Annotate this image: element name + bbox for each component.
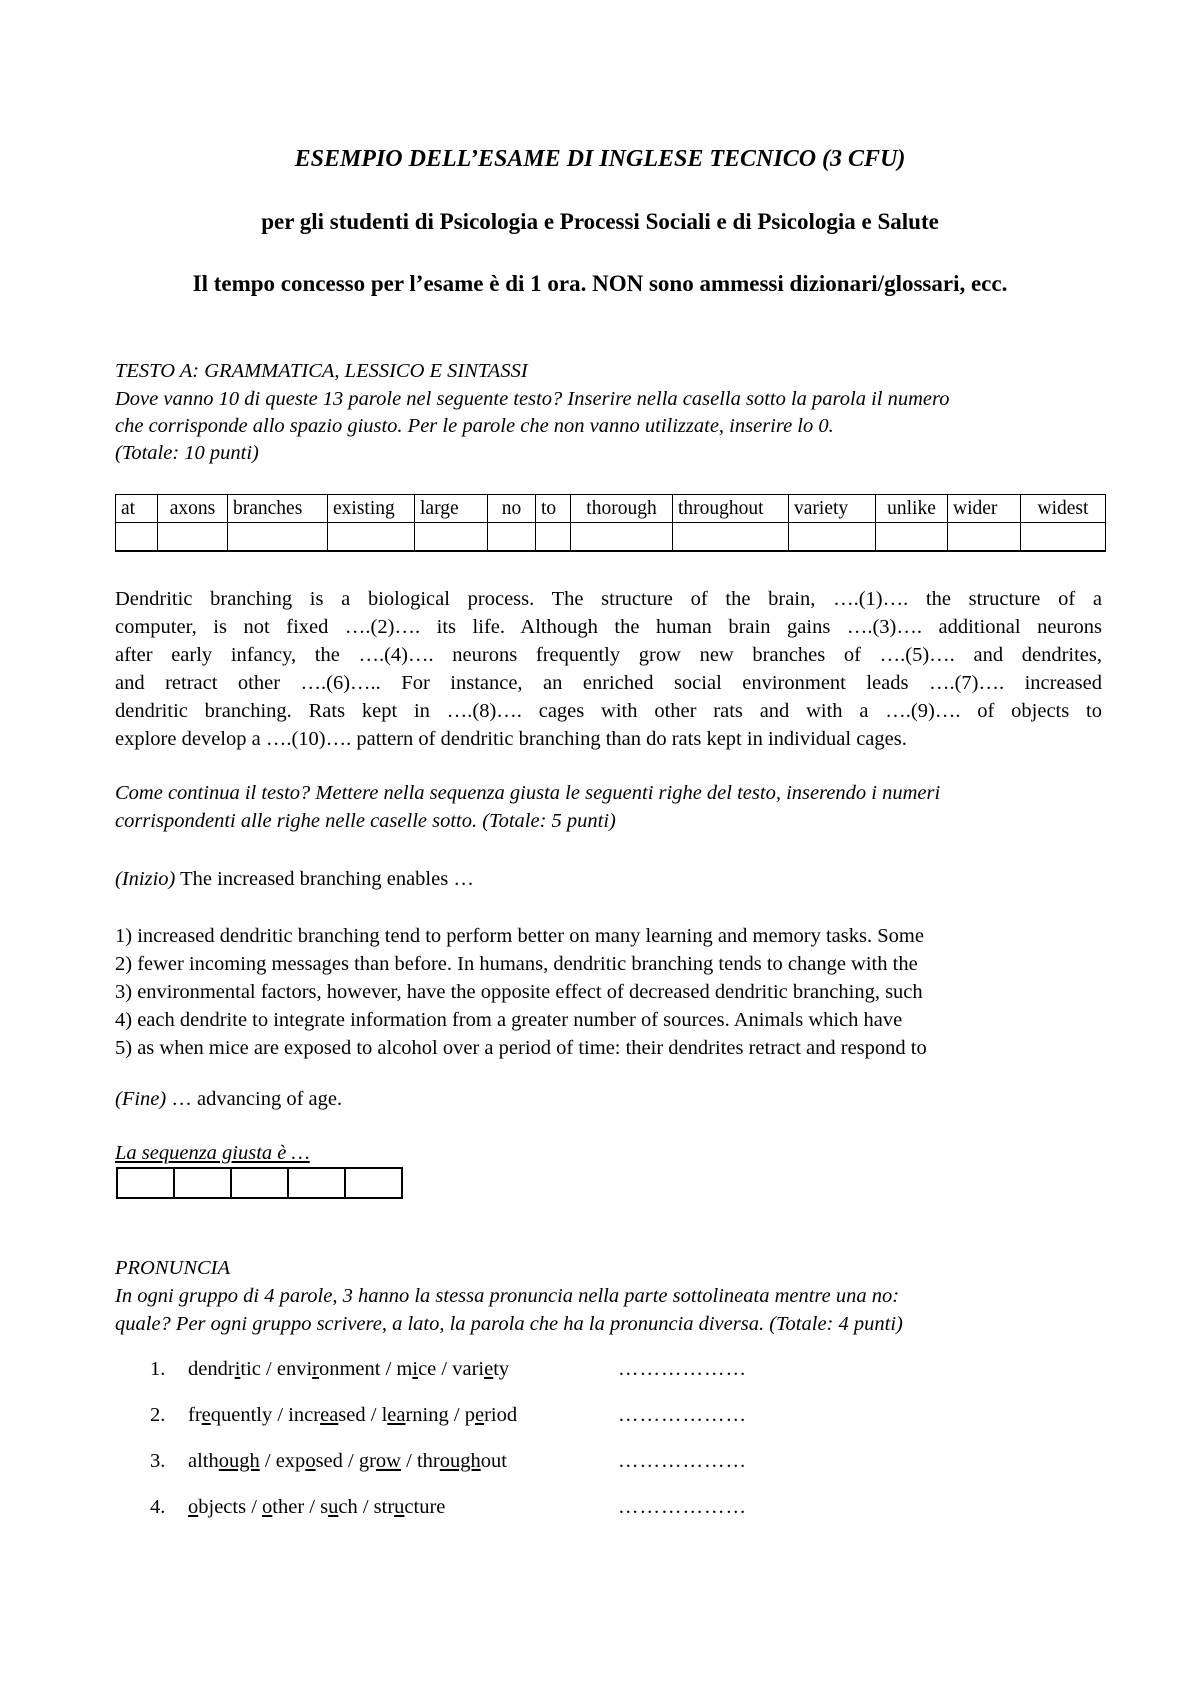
sequence-line: 4) each dendrite to integrate information from a greater number of sources. Animals which have <box>115 1009 903 1031</box>
item-number: 2. <box>150 1404 166 1426</box>
paragraph-line: explore develop a ….(10)…. pattern of dendritic branching than do rats kept in individual cages. <box>115 728 907 750</box>
dendritic-paragraph <box>115 585 1102 753</box>
underlined-part: o <box>188 1496 199 1518</box>
answer-row <box>116 523 1106 552</box>
separator: / <box>304 1496 321 1518</box>
paragraph-line: dendritic branching. Rats kept in ….(8)…. cages with other rats and with a ….(9)…. of objects to <box>115 700 1102 722</box>
section-b-instruction-1: Come continua il testo? Mettere nella sequenza giusta le seguenti righe del testo, inserendo i numeri <box>115 782 941 804</box>
word-part: ther <box>272 1496 305 1518</box>
word-part: riod <box>484 1404 518 1426</box>
word-bank-row <box>116 495 1106 523</box>
sequence-box[interactable] <box>232 1169 289 1197</box>
word-part: vari <box>452 1358 485 1380</box>
sequence-label <box>115 1140 1100 1167</box>
word-group <box>188 1496 445 1519</box>
word-cell: widest <box>1021 495 1106 523</box>
pronuncia-heading: PRONUNCIA <box>115 1257 231 1279</box>
underlined-part: i <box>412 1358 419 1380</box>
underlined-part: r <box>312 1358 319 1380</box>
exam-subtitle: per gli studenti di Psicologia e Processi Sociali e di Psicologia e Salute <box>261 209 939 234</box>
end-line <box>115 1086 1100 1113</box>
word-part: onment <box>318 1358 381 1380</box>
answer-cell[interactable] <box>415 523 488 552</box>
word-cell: unlike <box>876 495 948 523</box>
underlined-part: e <box>474 1404 485 1426</box>
word-part: p <box>464 1404 475 1426</box>
answer-cell[interactable] <box>948 523 1021 552</box>
answer-cell[interactable] <box>876 523 948 552</box>
word-part: cture <box>404 1496 446 1518</box>
word-part: str <box>373 1496 395 1518</box>
word-group <box>188 1404 517 1427</box>
word-part: quently <box>210 1404 273 1426</box>
word-part: fr <box>188 1404 202 1426</box>
start-line <box>115 866 1100 893</box>
word-part: incr <box>288 1404 321 1426</box>
start-label: (Inizio) <box>115 868 176 890</box>
word-cell: thorough <box>571 495 673 523</box>
word-part: alth <box>188 1450 219 1472</box>
underlined-part: ea <box>387 1404 406 1426</box>
pronuncia-instruction-2: quale? Per ogni gruppo scrivere, a lato, la parola che ha la pronuncia diversa. (Totale: 4 punti) <box>115 1313 903 1335</box>
word-part: tic <box>240 1358 261 1380</box>
underlined-part: ough <box>218 1450 260 1472</box>
section-a-heading: TESTO A: GRAMMATICA, LESSICO E SINTASSI <box>115 360 528 382</box>
exam-notice: Il tempo concesso per l’esame è di 1 ora. NON sono ammessi dizionari/glossari, ecc. <box>192 271 1008 296</box>
separator: / <box>436 1358 453 1380</box>
word-cell: no <box>488 495 536 523</box>
separator: / <box>342 1450 359 1472</box>
item-number: 3. <box>150 1450 166 1472</box>
word-group <box>188 1450 507 1473</box>
item-number: 1. <box>150 1358 166 1380</box>
answer-cell[interactable] <box>328 523 415 552</box>
separator: / <box>448 1404 465 1426</box>
underlined-part: ow <box>375 1450 401 1472</box>
word-cell: wider <box>948 495 1021 523</box>
word-cell: branches <box>228 495 328 523</box>
paragraph-line: Dendritic branching is a biological process. The structure of the brain, ….(1)…. the structure of a <box>115 588 1102 610</box>
separator: / <box>365 1404 382 1426</box>
sequence-line: 2) fewer incoming messages than before. In humans, dendritic branching tends to change with the <box>115 953 918 975</box>
answer-cell[interactable] <box>228 523 328 552</box>
sequence-box[interactable] <box>118 1169 175 1197</box>
word-part: ty <box>493 1358 510 1380</box>
underlined-part: o <box>305 1450 316 1472</box>
answer-cell[interactable] <box>116 523 158 552</box>
word-part: rning <box>405 1404 449 1426</box>
underlined-part: e <box>484 1358 494 1380</box>
word-cell: to <box>536 495 571 523</box>
section-a-score: (Totale: 10 punti) <box>115 442 259 464</box>
separator: / <box>260 1358 277 1380</box>
answer-blank[interactable]: ……………… <box>618 1358 747 1380</box>
word-part: gr <box>358 1450 376 1472</box>
underlined-part: ea <box>320 1404 339 1426</box>
separator: / <box>357 1496 374 1518</box>
end-text: … advancing of age. <box>171 1088 343 1110</box>
word-group <box>188 1358 509 1381</box>
word-cell: throughout <box>673 495 789 523</box>
answer-cell[interactable] <box>536 523 571 552</box>
separator: / <box>272 1404 289 1426</box>
underlined-part: u <box>394 1496 405 1518</box>
word-part: bjects <box>198 1496 247 1518</box>
underlined-part: ough <box>439 1450 481 1472</box>
word-part: sed <box>315 1450 343 1472</box>
section-a-instruction-2: che corrisponde allo spazio giusto. Per le parole che non vanno utilizzate, inserire lo 0. <box>115 415 834 437</box>
sequence-line: 1) increased dendritic branching tend to perform better on many learning and memory tasks. Some <box>115 925 924 947</box>
word-cell: variety <box>789 495 876 523</box>
word-part: dendr <box>188 1358 235 1380</box>
underlined-part: u <box>328 1496 339 1518</box>
exam-title: ESEMPIO DELL’ESAME DI INGLESE TECNICO (3 CFU) <box>294 146 906 172</box>
word-part: ce <box>418 1358 437 1380</box>
separator: / <box>380 1358 397 1380</box>
word-part: thr <box>416 1450 440 1472</box>
word-bank-table <box>115 494 1106 552</box>
sequence-lines <box>115 922 1100 1062</box>
sequence-box[interactable] <box>346 1169 401 1197</box>
underlined-part: i <box>234 1358 241 1380</box>
answer-cell[interactable] <box>488 523 536 552</box>
sequence-box[interactable] <box>289 1169 346 1197</box>
sequence-box[interactable] <box>175 1169 232 1197</box>
separator: / <box>259 1450 276 1472</box>
word-part: s <box>320 1496 329 1518</box>
word-part: out <box>480 1450 507 1472</box>
item-number: 4. <box>150 1496 166 1518</box>
word-part: l <box>381 1404 388 1426</box>
section-b-instruction-2: corrispondenti alle righe nelle caselle sotto. (Totale: 5 punti) <box>115 810 616 832</box>
answer-blank[interactable]: ……………… <box>618 1404 747 1426</box>
word-part: m <box>396 1358 413 1380</box>
underlined-part: o <box>262 1496 273 1518</box>
pronuncia-instruction-1: In ogni gruppo di 4 parole, 3 hanno la stessa pronuncia nella parte sottolineata mentre una no: <box>115 1285 900 1307</box>
sequence-line: 3) environmental factors, however, have the opposite effect of decreased dendritic branching, such <box>115 981 923 1003</box>
separator: / <box>246 1496 263 1518</box>
word-part: sed <box>338 1404 366 1426</box>
word-cell: at <box>116 495 158 523</box>
answer-blank[interactable]: ……………… <box>618 1496 747 1518</box>
answer-cell[interactable] <box>673 523 789 552</box>
answer-blank[interactable]: ……………… <box>618 1450 747 1472</box>
sequence-label-text: La sequenza giusta è … <box>115 1142 310 1164</box>
word-part: ch <box>338 1496 358 1518</box>
answer-cell[interactable] <box>1021 523 1106 552</box>
paragraph-line: and retract other ….(6)….. For instance, an enriched social environment leads ….(7)…. increased <box>115 672 1102 694</box>
paragraph-line: after early infancy, the ….(4)…. neurons frequently grow new branches of ….(5)…. and dendrites, <box>115 644 1102 666</box>
start-text: The increased branching enables … <box>180 868 474 890</box>
word-cell: existing <box>328 495 415 523</box>
sequence-answer-boxes <box>116 1167 403 1199</box>
word-cell: axons <box>158 495 228 523</box>
sequence-line: 5) as when mice are exposed to alcohol over a period of time: their dendrites retract and respond to <box>115 1037 927 1059</box>
word-cell: large <box>415 495 488 523</box>
separator: / <box>400 1450 417 1472</box>
answer-cell[interactable] <box>158 523 228 552</box>
section-a-instruction-1: Dove vanno 10 di queste 13 parole nel seguente testo? Inserire nella casella sotto la parola il numero <box>115 388 950 410</box>
end-label: (Fine) <box>115 1088 167 1110</box>
paragraph-line: computer, is not fixed ….(2)…. its life. Although the human brain gains ….(3)…. additional neurons <box>115 616 1102 638</box>
underlined-part: e <box>201 1404 211 1426</box>
answer-cell[interactable] <box>571 523 673 552</box>
word-part: exp <box>275 1450 306 1472</box>
answer-cell[interactable] <box>789 523 876 552</box>
word-part: envi <box>276 1358 313 1380</box>
